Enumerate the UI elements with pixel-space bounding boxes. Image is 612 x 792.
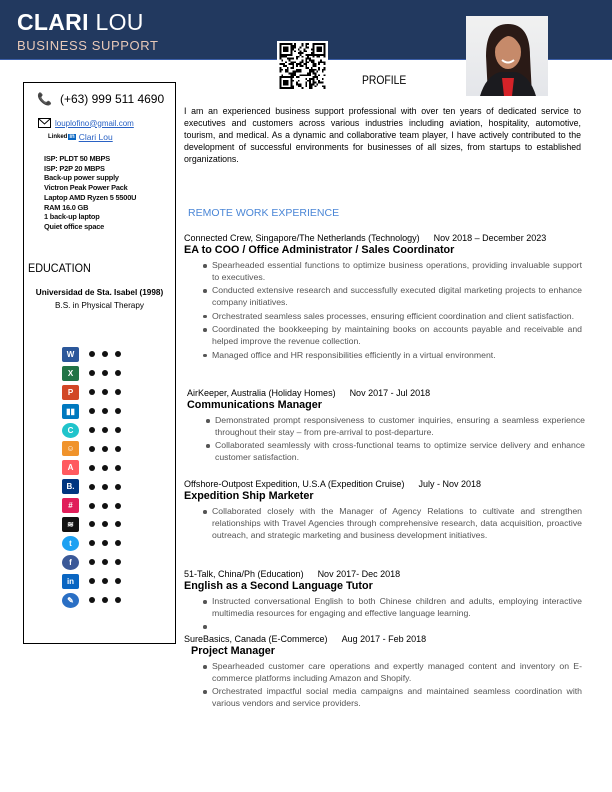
level-dot [102,389,108,395]
email-link[interactable]: louplofino@gmail.com [55,118,134,128]
candidate-name: CLARI LOU [17,9,144,35]
contact-sidebar [23,82,176,644]
job-company: SureBasics, Canada (E-Commerce) Aug 2017 - Feb 2018 [184,634,427,644]
skill-row [62,572,121,591]
job-entry [187,388,585,465]
level-dot [102,370,108,376]
level-dot [102,559,108,565]
skill-level [89,370,121,376]
skill-row [62,534,121,553]
job-title: Project Manager [191,645,276,657]
level-dot [102,408,108,414]
job-bullet: Collaborated seamlessly with cross-functional teams to optimize service delivery and enhance customer satisfaction. [206,439,585,463]
education-degree: B.S. in Physical Therapy [54,301,145,310]
job-bullets [203,660,582,709]
buffer-icon: ≋ [62,517,79,532]
spec-item: RAM 16.0 GB [44,202,89,212]
level-dot [102,427,108,433]
level-dot [89,521,95,527]
level-dot [89,370,95,376]
linkedin-link[interactable]: Clari Lou [78,132,113,142]
skill-level [89,540,121,546]
skills-list [62,345,121,609]
skill-row [62,439,121,458]
job-bullet [203,620,582,632]
facebook-icon: f [62,555,79,570]
profile-photo [466,16,548,96]
job-entry [184,569,582,634]
qr-code[interactable] [277,41,328,91]
job-bullets [203,259,582,361]
level-dot [115,540,121,546]
orange-app-icon: ☺ [62,441,79,456]
skill-row [62,421,121,440]
spec-item: ISP: P2P 20 MBPS [44,163,105,173]
level-dot [102,521,108,527]
skill-row [62,591,121,610]
level-dot [115,370,121,376]
skill-level [89,521,121,527]
skill-level [89,446,121,452]
spec-item: Laptop AMD Ryzen 5 5500U [44,192,137,202]
job-entry [184,233,582,362]
level-dot [102,351,108,357]
level-dot [102,597,108,603]
skill-level [89,427,121,433]
skill-row [62,496,121,515]
job-title: Expedition Ship Marketer [184,490,314,502]
phone-row [37,92,164,106]
job-bullet: Instructed conversational English to both Chinese children and adults, employing interactive multimedia resources for engaging and effective language learning. [203,595,582,619]
level-dot [115,427,121,433]
education-school: Universidad de Sta. Isabel (1998) [35,288,164,297]
skill-level [89,559,121,565]
job-bullet: Demonstrated prompt responsiveness to customer inquiries, ensuring a seamless experience throughout their stay – from pre-arrival to post-departure. [206,414,585,438]
level-dot [115,503,121,509]
job-bullet: Coordinated the bookkeeping by maintaining books on accounts payable and receivable and helped improve the revenue collection. [203,323,582,347]
level-dot [89,446,95,452]
job-dates: Nov 2017 - Jul 2018 [349,388,431,398]
level-dot [102,484,108,490]
job-company: Connected Crew, Singapore/The Netherlands (Technology) Nov 2018 – December 2023 [184,233,547,243]
spec-item: ISP: PLDT 50 MBPS [44,154,111,163]
level-dot [115,389,121,395]
level-dot [89,389,95,395]
email-row [38,118,134,128]
spec-item: 1 back-up laptop [44,212,100,222]
spec-item: Victron Peak Power Pack [44,183,128,193]
trello-icon: ▮▮ [62,404,79,419]
job-dates: Nov 2018 – December 2023 [433,233,547,243]
job-bullets [206,414,585,463]
level-dot [102,446,108,452]
level-dot [115,559,121,565]
phone-number: (+63) 999 511 4690 [59,92,165,106]
job-title: Communications Manager [187,399,322,411]
word-icon: W [62,347,79,362]
level-dot [89,540,95,546]
job-company: AirKeeper, Australia (Holiday Homes) Nov 2017 - Jul 2018 [187,388,431,398]
level-dot [115,465,121,471]
linkedin-icon: Linked in [48,134,75,140]
linkedin-icon: in [62,574,79,589]
spec-item: Quiet office space [44,221,105,231]
skill-level [89,597,121,603]
skill-level [89,351,121,357]
job-title: English as a Second Language Tutor [184,580,373,592]
level-dot [89,351,95,357]
profile-heading: PROFILE [362,75,407,87]
canva-icon: C [62,423,79,438]
spec-item: Back-up power supply [44,173,119,183]
job-bullets [203,595,582,632]
skill-row [62,458,121,477]
pen-tool-icon: ✎ [62,593,79,608]
skill-level [89,389,121,395]
level-dot [115,521,121,527]
job-company: 51-Talk, China/Ph (Education) Nov 2017- Dec 2018 [184,569,401,579]
level-dot [89,408,95,414]
profile-summary: I am an experienced business support professional with over ten years of dedicated service to executives and customers across various industries including aviation, hospitality, automotive, tourism, and medical. As a dynamic and collaborative team player, I have actively contributed to the development of successful environments for businesses of all sizes, from startups to established organizations. [184,106,581,164]
job-bullets [203,505,582,541]
level-dot [89,484,95,490]
skill-row [62,345,121,364]
linkedin-row [48,132,113,142]
education-heading: EDUCATION [28,261,91,275]
candidate-role: BUSINESS SUPPORT [17,38,159,53]
slack-icon: # [62,498,79,513]
level-dot [115,351,121,357]
skill-level [89,503,121,509]
level-dot [115,446,121,452]
level-dot [115,597,121,603]
job-dates: July - Nov 2018 [418,479,481,489]
job-bullet: Managed office and HR responsibilities efficiently in a virtual environment. [203,349,582,361]
level-dot [115,578,121,584]
job-dates: Aug 2017 - Feb 2018 [341,634,427,644]
job-bullet: Orchestrated seamless sales processes, ensuring efficient coordination and client satisfaction. [203,310,582,322]
booking-icon: B. [62,479,79,494]
envelope-icon [38,118,51,128]
level-dot [89,559,95,565]
skill-level [89,465,121,471]
job-bullet: Orchestrated impactful social media campaigns and maintained seamless coordination with various vendors and service providers. [203,685,582,709]
level-dot [89,465,95,471]
skill-row [62,553,121,572]
level-dot [102,465,108,471]
job-entry [184,634,582,711]
phone-icon: 📞 [37,92,52,106]
airbnb-icon: A [62,460,79,475]
skill-row [62,402,121,421]
skill-level [89,484,121,490]
level-dot [102,578,108,584]
level-dot [89,597,95,603]
level-dot [102,540,108,546]
job-title: EA to COO / Office Administrator / Sales Coordinator [184,244,455,256]
level-dot [115,484,121,490]
experience-heading: REMOTE WORK EXPERIENCE [188,207,340,219]
level-dot [115,408,121,414]
job-bullet: Spearheaded customer care operations and expertly managed content and inventory on E-commerce platforms including Amazon and Shopify. [203,660,582,684]
excel-icon: X [62,366,79,381]
twitter-icon: t [62,536,79,551]
skill-row [62,383,121,402]
equipment-list [44,154,136,232]
skill-row [62,515,121,534]
skill-row [62,364,121,383]
level-dot [89,578,95,584]
level-dot [102,503,108,509]
job-dates: Nov 2017- Dec 2018 [317,569,401,579]
job-bullet: Collaborated closely with the Manager of Agency Relations to cultivate and strengthen relationships with Travel Agencies through comprehensive research, data acquisition, proactive outreach, and strategic marketing and business development initiatives. [203,505,582,541]
skill-level [89,408,121,414]
level-dot [89,427,95,433]
job-bullet: Conducted extensive research and successfully executed digital marketing projects to enhance company initiatives. [203,284,582,308]
job-entry [184,479,582,542]
powerpoint-icon: P [62,385,79,400]
job-company: Offshore-Outpost Expedition, U.S.A (Expedition Cruise) July - Nov 2018 [184,479,481,489]
skill-level [89,578,121,584]
skill-row [62,477,121,496]
job-bullet: Spearheaded essential functions to optimize business operations, providing invaluable support to executives. [203,259,582,283]
level-dot [89,503,95,509]
